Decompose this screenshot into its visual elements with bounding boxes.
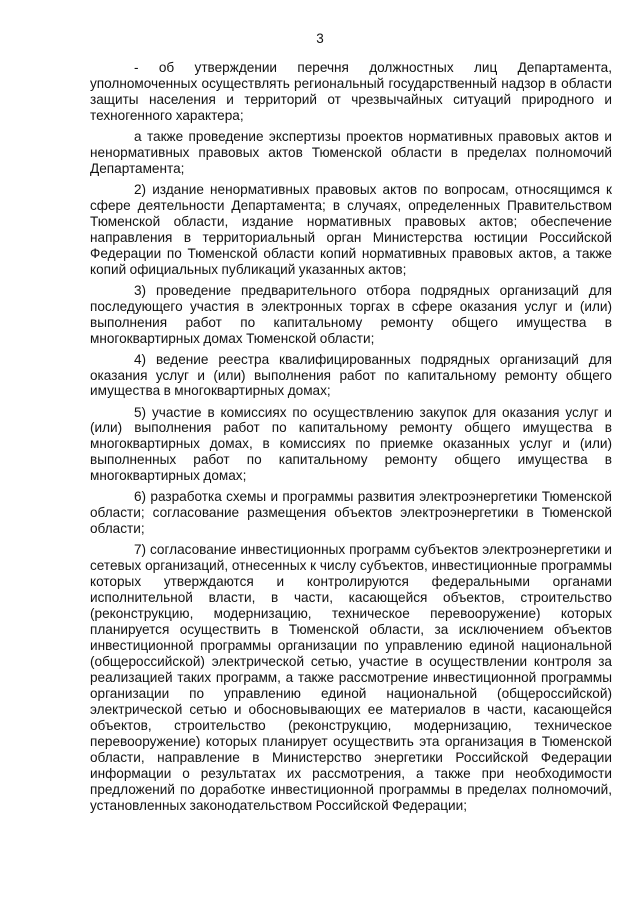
document-body	[90, 60, 612, 819]
paragraph-item-5-procurement-commissions: 5) участие в комиссиях по осуществлению закупок для оказания услуг и (или) выполнения работ по капитальному ремонту общего имущества в многоквартирных домах, в комиссиях по приемке оказанных услуг и (или) выполненных работ по капитальному ремонту общего имущества в многоквартирных домах;	[90, 404, 612, 484]
paragraph-legal-expertise: а также проведение экспертизы проектов нормативных правовых актов и ненормативных правовых актов Тюменской области в пределах полномочий Департамента;	[90, 128, 612, 176]
paragraph-item-2-legal-acts: 2) издание ненормативных правовых актов по вопросам, относящимся к сфере деятельности Департамента; в случаях, определенных Правительством Тюменской области, издание нормативных правовых актов; обеспечение направления в территориальный орган Министерства юстиции Российской Федерации по Тюменской области копий нормативных правовых актов, а также копий официальных публикаций указанных актов;	[90, 181, 612, 277]
paragraph-item-7-investment-programs: 7) согласование инвестиционных программ субъектов электроэнергетики и сетевых организаций, отнесенных к числу субъектов, инвестиционные программы которых утверждаются и контролируются федеральными органами исполнительной власти, в части, касающейся объектов, строительство (реконструкцию, модернизацию, техническое перевооружение) которых планируется осуществить в Тюменской области, за исключением объектов инвестиционной программы организации по управлению единой национальной (общероссийской) электрической сетью, участие в осуществлении контроля за реализацией таких программ, а также рассмотрение инвестиционной программы организации по управлению единой национальной (общероссийской) электрической сетью и обосновывающих ее материалов в части, касающейся объектов, строительство (реконструкцию, модернизацию, техническое перевооружение) которых планирует осуществить эта организация в Тюменской области, направление в Министерство энергетики Российской Федерации информации о результатах их рассмотрения, а также при необходимости предложений по доработке инвестиционной программы в пределах полномочий, установленных законодательством Российской Федерации;	[90, 542, 612, 813]
paragraph-item-6-power-development-scheme: 6) разработка схемы и программы развития электроэнергетики Тюменской области; согласование размещения объектов электроэнергетики в Тюменской области;	[90, 489, 612, 537]
paragraph-item-4-contractor-registry: 4) ведение реестра квалифицированных подрядных организаций для оказания услуг и (или) выполнения работ по капитальному ремонту общего имущества в многоквартирных домах;	[90, 351, 612, 399]
page-number: 3	[316, 31, 324, 46]
paragraph-item-3-contractor-selection: 3) проведение предварительного отбора подрядных организаций для последующего участия в электронных торгах в сфере оказания услуг и (или) выполнения работ по капитальному ремонту общего имущества в многоквартирных домах Тюменской области;	[90, 282, 612, 346]
paragraph-officials-list: - об утверждении перечня должностных лиц Департамента, уполномоченных осуществлять региональный государственный надзор в области защиты населения и территорий от чрезвычайных ситуаций природного и техногенного характера;	[90, 60, 612, 123]
